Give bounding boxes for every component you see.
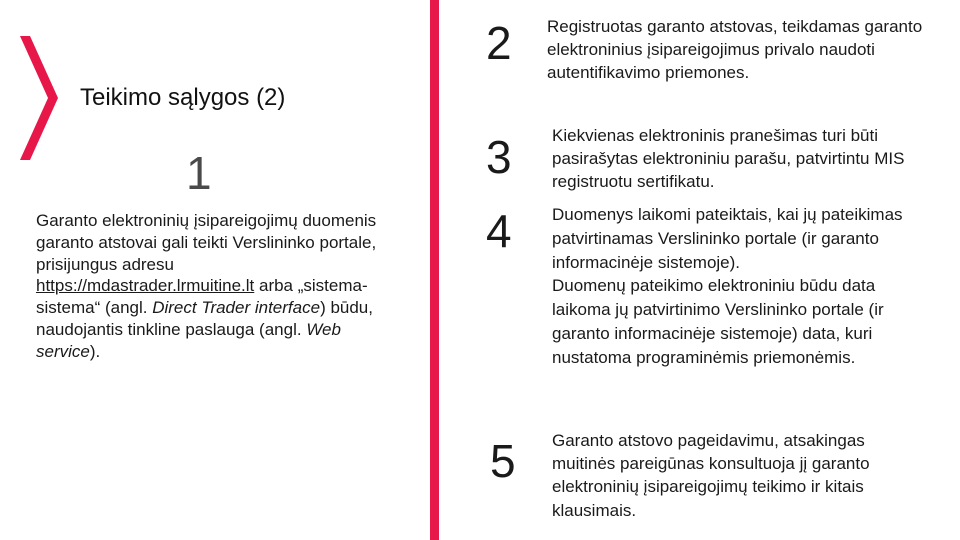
item-text-3 [552, 124, 932, 194]
chevron-logo-icon [18, 36, 58, 160]
portal-link[interactable]: https://mdastrader.lrmuitine.lt [36, 276, 255, 296]
item-text-4 [552, 203, 912, 370]
item-4-paragraph-2: Duomenų pateikimo elektroniniu būdu data laikoma jų patvirtinimo Verslininko portale (ir garanto informacinėje sistemoje) data, kuri nustatoma programinėmis priemonėmis. [552, 276, 884, 367]
left-text-part-2: arba „sistema-sistema“ (angl. [36, 276, 368, 318]
slide-title: Teikimo sąlygos (2) [80, 84, 286, 111]
item-5-paragraph: Garanto atstovo pageidavimu, atsakingas muitinės pareigūnas konsultuoja jį garanto elektroninių įsipareigojimų teikimo ir kitais klausimais. [552, 431, 870, 520]
item-3-paragraph: Kiekvienas elektroninis pranešimas turi būti pasirašytas elektroniniu parašu, patvirtintu MIS registruotu sertifikatu. [552, 126, 905, 192]
item-text-2 [547, 15, 927, 85]
item-text-5 [552, 429, 932, 522]
left-italic-1: Direct Trader interface [152, 298, 321, 318]
vertical-divider [430, 0, 439, 540]
item-number-2: 2 [486, 17, 512, 69]
item-number-3: 3 [486, 131, 512, 183]
item-number-5: 5 [490, 435, 516, 487]
left-italic-2: Web service [36, 319, 341, 361]
left-text-part-1: Garanto elektroninių įsipareigojimų duomenis garanto atstovai gali teikti Verslininko portale, prisijungus adresu [36, 211, 377, 274]
left-paragraph [36, 210, 388, 363]
item-number-1: 1 [186, 147, 212, 199]
item-number-4: 4 [486, 205, 512, 257]
left-text-part-4: ). [89, 341, 101, 361]
left-text-part-3: ) būdu, naudojantis tinkline paslauga (angl. [36, 298, 373, 339]
item-2-paragraph: Registruotas garanto atstovas, teikdamas garanto elektroninius įsipareigojimus privalo naudoti autentifikavimo priemones. [547, 17, 923, 83]
item-4-paragraph-1: Duomenys laikomi pateiktais, kai jų pateikimas patvirtinamas Verslininko portale (ir garanto informacinėje sistemoje). [552, 205, 903, 272]
